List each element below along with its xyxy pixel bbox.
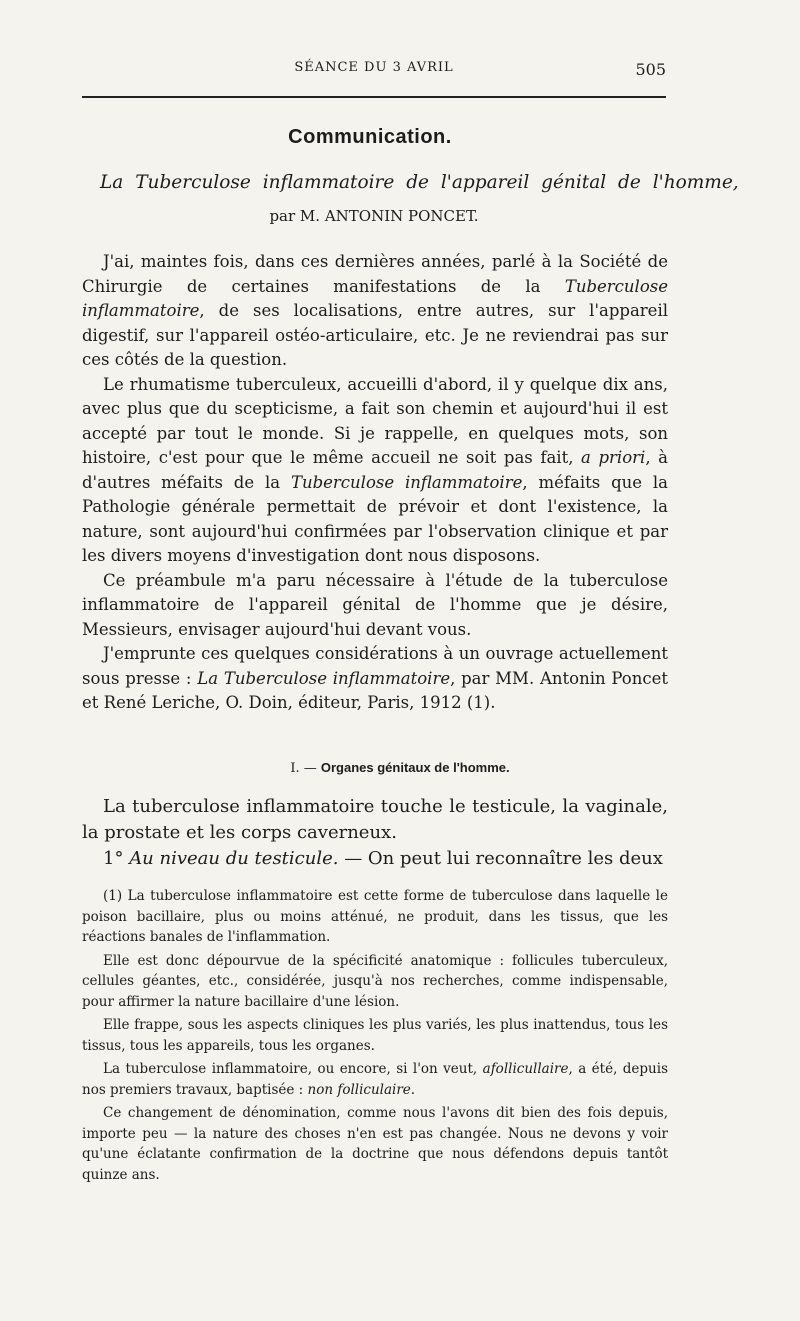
italic-run: Au niveau du testicule. [129,848,339,869]
section-title: Communication. [288,126,452,148]
paragraph [82,250,668,373]
paragraph [82,846,668,872]
text-run: Ce changement de dénomination, comme nous l'avons dit bien des fois depuis, importe peu — la nature des choses n'en est pas changée. Nous ne devons y voir qu'une éclatante confirmation de la doctrine que nous défendons depuis tantôt quinze ans. [82,1105,668,1183]
text-run: Ce préambule m'a paru nécessaire à l'étude de la tuberculose inflammatoire de l'appareil génital de l'homme que je désire, Messieurs, envisager aujourd'hui devant vous. [82,570,668,639]
text-run: Le rhumatisme tuberculeux, accueilli d'abord, il y quelque dix ans, avec plus que du scepticisme, a fait son chemin et aujourd'hui il est accepté par tout le monde. Si je rappelle, en quelques mots, son histoire, c'est pour que le même accueil ne soit pas fait, [82,374,668,467]
italic-run: a priori [581,448,646,467]
item-number: 1° [103,848,124,869]
article-body [82,250,668,716]
text-run: , de ses localisations, entre autres, sur l'appareil digestif, sur l'appareil ostéo-articulaire, etc. Je ne reviendrai pas sur ces côtés de la question. [82,301,668,369]
text-run: — On peut lui reconnaître les deux [338,848,663,869]
subsection-number: I. — [290,761,317,776]
italic-run: Tuberculose inflammatoire [290,472,523,492]
italic-run: La Tuberculose inflammatoire [197,668,451,688]
footnote [82,1103,668,1185]
subsection-heading [0,760,800,776]
subsection-title: Organes génitaux de l'homme. [320,760,510,775]
header-rule [82,96,666,98]
text-run: , par MM. Antonin Poncet et René Leriche, O. Doin, éditeur, Paris, 1912 (1). [82,668,668,712]
text-run: J'ai, maintes fois, dans ces dernières années, parlé à la Société de Chirurgie de certaines manifestations de la [82,252,668,296]
paragraph: La tuberculose inflammatoire touche le testicule, la vaginale, la prostate et les corps caverneux. [82,796,668,843]
text-run: Elle frappe, sous les aspects cliniques les plus variés, les plus inattendus, tous les tissus, tous les appareils, tous les organes. [82,1017,668,1054]
text-run: , a été, depuis nos premiers travaux, baptisée : [82,1061,668,1098]
paragraph [82,373,668,569]
footnote [82,951,668,1013]
text-run: , à d'autres méfaits de la [82,448,668,492]
article-title: La Tuberculose inflammatoire de l'appareil génital de l'homme, [100,172,739,193]
running-title: SÉANCE DU 3 AVRIL [294,60,454,75]
paragraph [82,569,668,643]
text-run: La tuberculose inflammatoire, ou encore, si l'on veut, [103,1061,483,1077]
footnotes [82,886,668,1188]
running-header [82,60,666,84]
italic-run: Tuberculose inflammatoire [82,276,668,320]
article-byline: par M. ANTONIN PONCET. [269,207,479,225]
text-run: J'emprunte ces quelques considérations à un ouvrage actuellement sous presse : [82,644,668,688]
section-body [82,794,668,872]
footnote [82,1015,668,1056]
paragraph [82,642,668,716]
page-number: 505 [635,60,666,79]
footnote [82,1059,668,1100]
text-run: (1) La tuberculose inflammatoire est cette forme de tuberculose dans laquelle le poison bacillaire, plus ou moins atténué, ne produit, dans les tissus, que les réactions banales de l'inflammation. [82,888,668,945]
text-run: Elle est donc dépourvue de la spécificité anatomique : follicules tuberculeux, cellules géantes, etc., considérée, jusqu'à nos recherches, comme indispensable, pour affirmer la nature bacillaire d'une lésion. [82,952,668,1010]
footnote [82,886,668,948]
text-run: , méfaits que la Pathologie générale permettait de prévoir et dont l'existence, la nature, sont aujourd'hui confirmées par l'observation clinique et par les divers moyens d'investigation dont nous disposons. [82,472,668,565]
italic-run: non folliculaire [307,1081,411,1098]
text-run: . [410,1081,416,1098]
italic-run: afollicullaire [482,1061,569,1077]
